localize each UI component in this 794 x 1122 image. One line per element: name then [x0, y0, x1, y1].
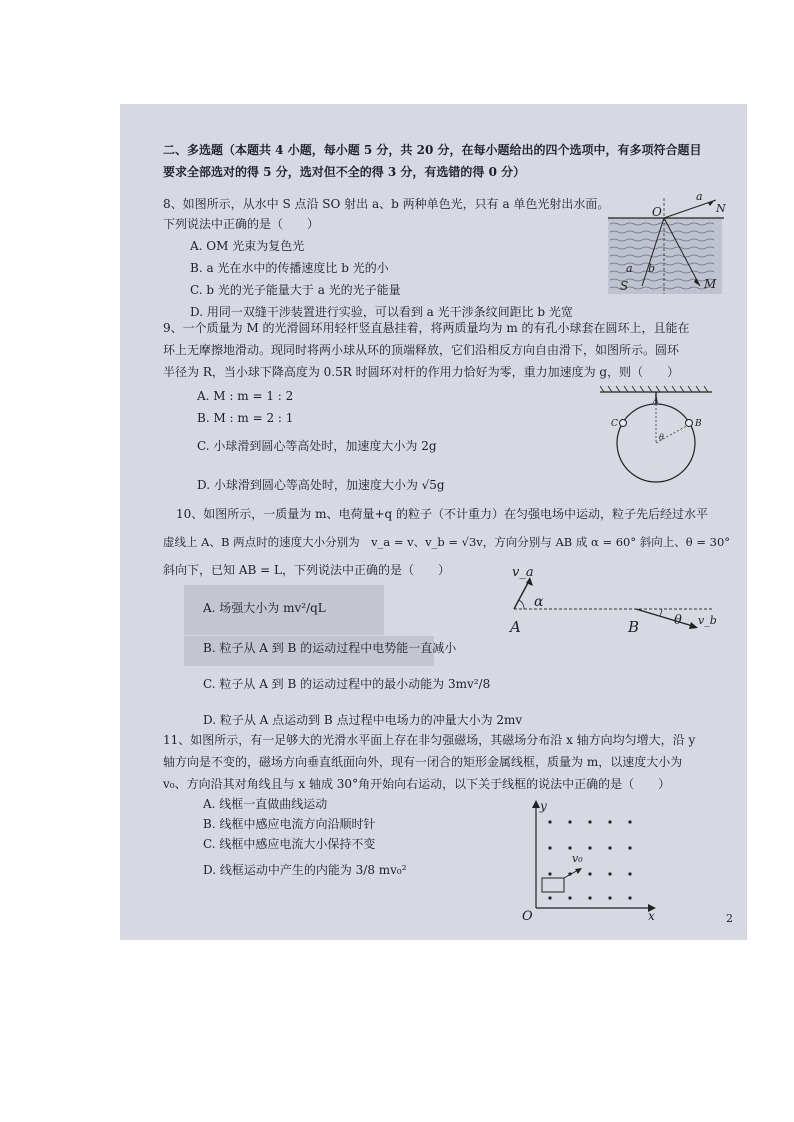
q8-label-S: S [620, 279, 629, 293]
q10-label-theta: θ [674, 613, 682, 628]
q10-label-va: v_a [512, 565, 534, 580]
q11-stem-line1: 11、如图所示，有一足够大的光滑水平面上存在非匀强磁场，其磁场分布沿 x 轴方向均匀增大，沿 y [163, 733, 696, 747]
q8-label-a-top: a [696, 190, 703, 203]
page-number: 2 [726, 912, 733, 925]
q10-option-c: C. 粒子从 A 到 B 的运动过程中的最小动能为 3mv²/8 [203, 677, 491, 691]
section-heading-line1: 二、多选题（本题共 4 小题，每小题 5 分，共 20 分，在每小题给出的四个选项中，有多项符合题目 [163, 143, 702, 157]
q10-velocity-figure [500, 560, 720, 638]
q11-label-O: O [522, 909, 533, 922]
q8-option-c: C. b 光的光子能量大于 a 光的光子能量 [190, 283, 401, 297]
q9-label-B: B [695, 419, 702, 429]
q8-stem-line1: 8、如图所示，从水中 S 点沿 SO 射出 a、b 两种单色光，只有 a 单色光射出水面。 [163, 197, 610, 211]
q9-stem-line2: 环上无摩擦地滑动。现同时将两小球从环的顶端释放，它们沿相反方向自由滑下，如图所示。圆环 [163, 343, 680, 357]
q11-label-v0: v₀ [572, 852, 583, 865]
q8-option-a: A. OM 光束为复色光 [190, 239, 305, 253]
q8-label-O: O [652, 205, 662, 219]
q8-stem-line2: 下列说法中正确的是（ ） [163, 217, 320, 231]
q11-option-d: D. 线框运动中产生的内能为 3/8 mv₀² [203, 863, 407, 877]
q11-magnetic-field-figure [516, 798, 662, 922]
q8-label-N: N [716, 202, 726, 215]
q9-stem-line3: 半径为 R，当小球下降高度为 0.5R 时圆环对杆的作用力恰好为零，重力加速度为 g，则（ ） [163, 365, 680, 379]
q11-stem-line2: 轴方向是不变的，磁场方向垂直纸面向外，现有一闭合的矩形金属线框，质量为 m，以速度大小为 [163, 755, 683, 769]
q10-label-vb: v_b [698, 614, 717, 627]
q10-stem-line3: 斜向下，已知 AB = L，下列说法中正确的是（ ） [163, 563, 450, 577]
q11-label-x: x [648, 909, 655, 922]
q9-option-a: A. M : m = 1 : 2 [197, 389, 294, 403]
q8-refraction-figure [604, 190, 728, 300]
q9-ring-figure [596, 384, 716, 490]
q9-label-A: A [653, 396, 659, 405]
q10-label-A: A [510, 618, 521, 636]
q8-label-M: M [704, 277, 717, 291]
q11-stem-line3: v₀、方向沿其对角线且与 x 轴成 30°角开始向右运动，以下关于线框的说法中正确的是（ ） [163, 777, 671, 791]
q11-label-y: y [540, 799, 547, 813]
q8-option-d: D. 用同一双缝干涉装置进行实验，可以看到 a 光干涉条纹间距比 b 光宽 [190, 305, 573, 319]
q11-option-c: C. 线框中感应电流大小保持不变 [203, 837, 376, 851]
q11-option-b: B. 线框中感应电流方向沿顺时针 [203, 817, 376, 831]
q10-stem-line1: 10、如图所示，一质量为 m、电荷量+q 的粒子（不计重力）在匀强电场中运动，粒子先后经过水平 [176, 507, 709, 521]
q10-option-d: D. 粒子从 A 点运动到 B 点过程中电场力的冲量大小为 2mv [203, 713, 523, 727]
q8-label-b: b [648, 262, 656, 275]
q10-label-alpha: α [534, 594, 544, 610]
q11-option-a: A. 线框一直做曲线运动 [203, 797, 328, 811]
q9-stem-line1: 9、一个质量为 M 的光滑圆环用轻杆竖直悬挂着，将两质量均为 m 的有孔小球套在圆环上，且能在 [163, 321, 690, 335]
q9-option-c: C. 小球滑到圆心等高处时，加速度大小为 2g [197, 439, 437, 453]
q8-option-b: B. a 光在水中的传播速度比 b 光的小 [190, 261, 389, 275]
q8-label-a: a [626, 262, 633, 275]
q9-label-theta: θ [659, 433, 664, 442]
q9-option-d: D. 小球滑到圆心等高处时，加速度大小为 √5g [197, 478, 445, 492]
section-heading-line2: 要求全部选对的得 5 分，选对但不全的得 3 分，有选错的得 0 分） [163, 165, 526, 179]
q9-label-C: C [611, 419, 618, 429]
q10-label-B: B [628, 618, 640, 636]
q10-stem-line2: 虚线上 A、B 两点时的速度大小分别为 v_a = v、v_b = √3v，方向分别与 AB 成 α = 60° 斜向上、θ = 30° [163, 535, 731, 549]
q10-option-a: A. 场强大小为 mv²/qL [203, 601, 326, 615]
q10-option-b: B. 粒子从 A 到 B 的运动过程中电势能一直减小 [203, 641, 457, 655]
q9-option-b: B. M : m = 2 : 1 [197, 411, 294, 425]
